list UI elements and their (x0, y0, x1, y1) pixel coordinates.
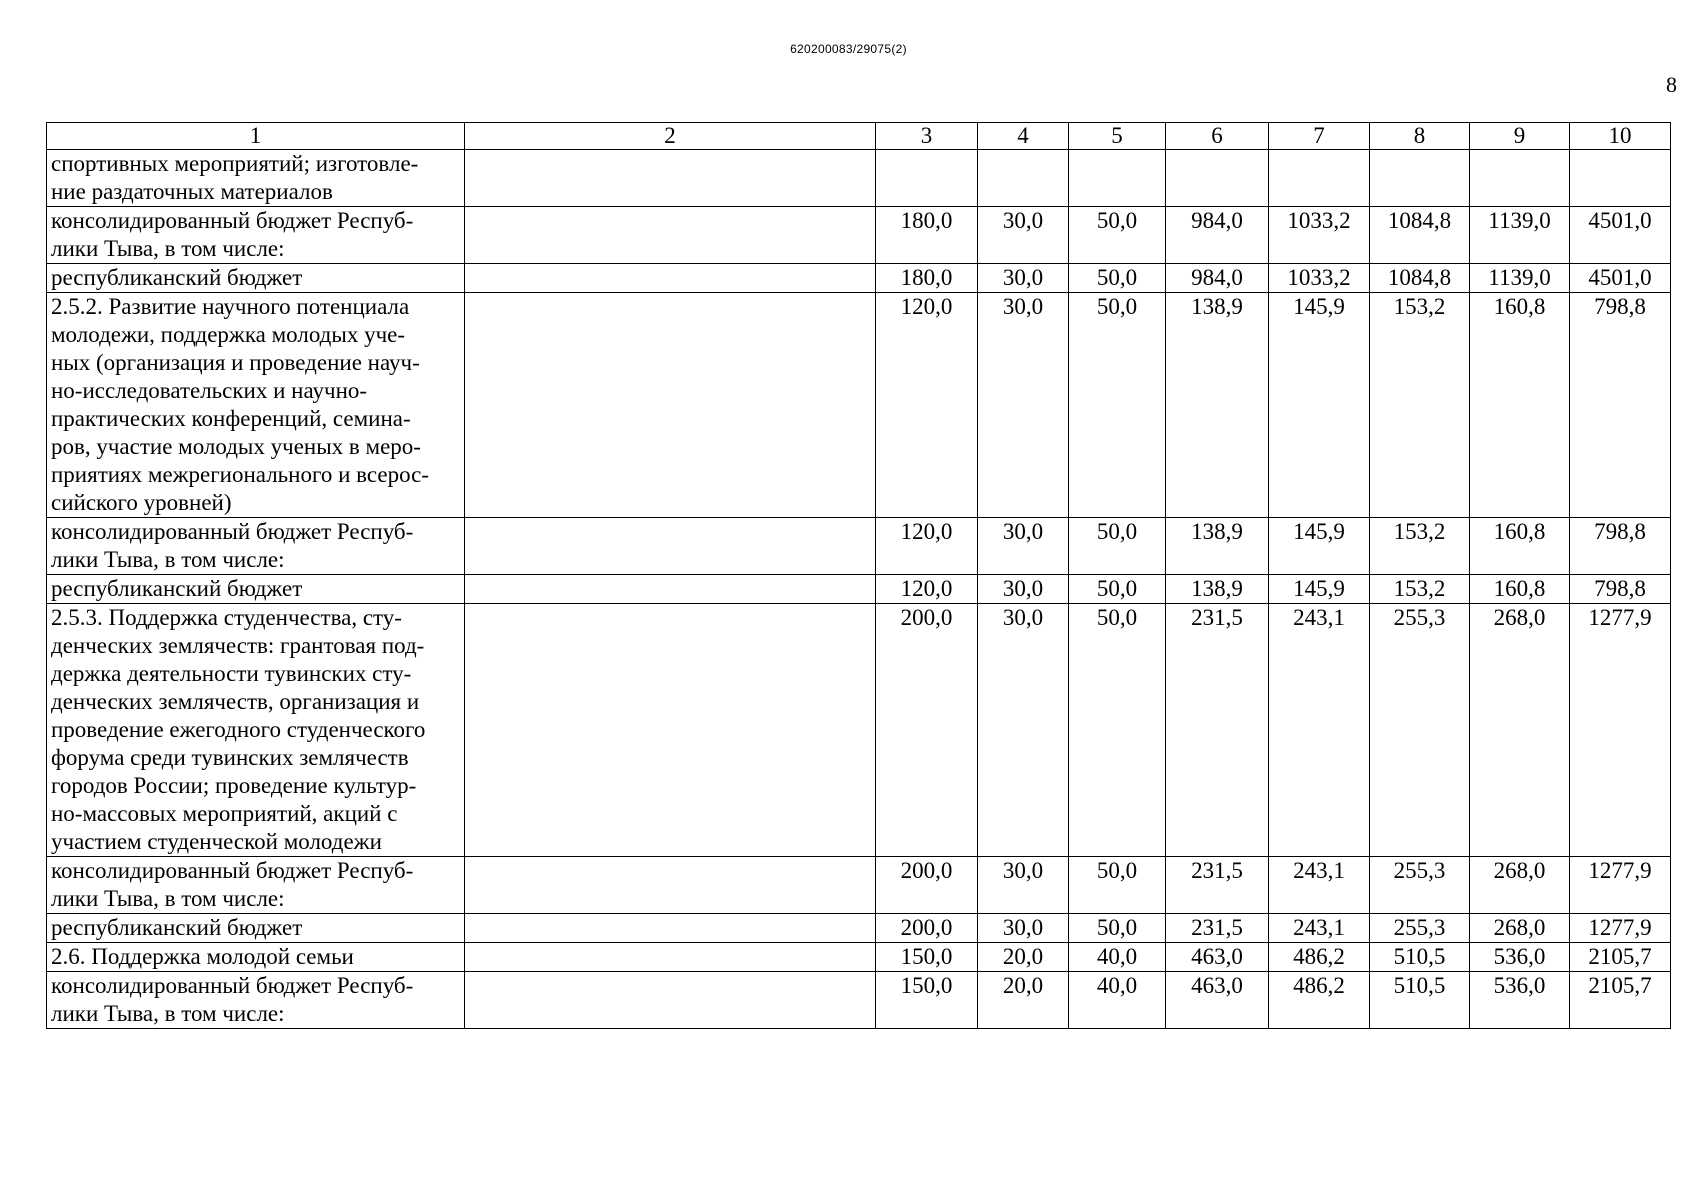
value-cell: 510,5 (1370, 972, 1470, 1029)
value-cell: 463,0 (1166, 943, 1269, 972)
table-row (47, 293, 1671, 518)
column-header: 5 (1069, 123, 1166, 150)
value-cell (1069, 150, 1166, 207)
value-cell: 1277,9 (1570, 914, 1671, 943)
row-label: консолидированный бюджет Респуб- лики Тыва, в том числе: (47, 518, 465, 575)
value-cell: 2105,7 (1570, 943, 1671, 972)
value-cell: 268,0 (1470, 914, 1570, 943)
value-cell: 255,3 (1370, 914, 1470, 943)
value-cell: 200,0 (876, 914, 978, 943)
row-label: спортивных мероприятий; изготовле- ние раздаточных материалов (47, 150, 465, 207)
value-cell: 120,0 (876, 293, 978, 518)
value-cell: 30,0 (978, 293, 1069, 518)
value-cell: 30,0 (978, 857, 1069, 914)
value-cell: 138,9 (1166, 575, 1269, 604)
value-cell: 30,0 (978, 518, 1069, 575)
value-cell: 536,0 (1470, 972, 1570, 1029)
row-label: 2.5.3. Поддержка студенчества, сту- денческих землячеств: грантовая под- держка деятельности тувинских сту- денческих землячеств, организация и проведение ежегодного студенческого форума среди тувинских землячеств городов России; проведение культур- но-массовых мероприятий, акций с участием студенческой молодежи (47, 604, 465, 857)
value-cell: 1033,2 (1269, 207, 1370, 264)
value-cell: 150,0 (876, 943, 978, 972)
value-cell: 1277,9 (1570, 857, 1671, 914)
value-cell: 160,8 (1470, 575, 1570, 604)
value-cell: 153,2 (1370, 575, 1470, 604)
row-label: 2.5.2. Развитие научного потенциала молодежи, поддержка молодых уче- ных (организация и проведение науч- но-исследовательских и научно- практических конференций, семина- ров, участие молодых ученых в меро- приятиях межрегионального и всерос- сийского уровней) (47, 293, 465, 518)
column-header: 10 (1570, 123, 1671, 150)
value-cell: 20,0 (978, 943, 1069, 972)
column-2-cell (465, 943, 876, 972)
value-cell: 1139,0 (1470, 264, 1570, 293)
value-cell: 30,0 (978, 914, 1069, 943)
column-header: 8 (1370, 123, 1470, 150)
value-cell: 40,0 (1069, 972, 1166, 1029)
value-cell: 120,0 (876, 518, 978, 575)
column-header: 1 (47, 123, 465, 150)
value-cell: 138,9 (1166, 518, 1269, 575)
value-cell: 180,0 (876, 207, 978, 264)
value-cell: 1033,2 (1269, 264, 1370, 293)
column-header: 2 (465, 123, 876, 150)
value-cell: 145,9 (1269, 518, 1370, 575)
row-label: 2.6. Поддержка молодой семьи (47, 943, 465, 972)
value-cell: 255,3 (1370, 604, 1470, 857)
value-cell: 984,0 (1166, 264, 1269, 293)
value-cell: 40,0 (1069, 943, 1166, 972)
column-header: 7 (1269, 123, 1370, 150)
value-cell: 268,0 (1470, 857, 1570, 914)
value-cell: 153,2 (1370, 293, 1470, 518)
value-cell: 798,8 (1570, 293, 1671, 518)
value-cell: 510,5 (1370, 943, 1470, 972)
value-cell: 180,0 (876, 264, 978, 293)
table-row (47, 575, 1671, 604)
column-header: 6 (1166, 123, 1269, 150)
value-cell: 160,8 (1470, 293, 1570, 518)
value-cell: 50,0 (1069, 914, 1166, 943)
column-header: 4 (978, 123, 1069, 150)
column-2-cell (465, 857, 876, 914)
value-cell (978, 150, 1069, 207)
value-cell: 231,5 (1166, 914, 1269, 943)
value-cell (876, 150, 978, 207)
value-cell: 120,0 (876, 575, 978, 604)
column-2-cell (465, 604, 876, 857)
value-cell: 463,0 (1166, 972, 1269, 1029)
table-row (47, 914, 1671, 943)
value-cell: 536,0 (1470, 943, 1570, 972)
value-cell: 50,0 (1069, 518, 1166, 575)
value-cell: 243,1 (1269, 914, 1370, 943)
value-cell: 50,0 (1069, 604, 1166, 857)
row-label: консолидированный бюджет Респуб- лики Тыва, в том числе: (47, 207, 465, 264)
page-number: 8 (1666, 72, 1677, 97)
value-cell: 145,9 (1269, 575, 1370, 604)
value-cell: 50,0 (1069, 575, 1166, 604)
row-label: республиканский бюджет (47, 264, 465, 293)
value-cell: 1139,0 (1470, 207, 1570, 264)
value-cell: 30,0 (978, 207, 1069, 264)
column-2-cell (465, 972, 876, 1029)
value-cell: 2105,7 (1570, 972, 1671, 1029)
row-label: консолидированный бюджет Респуб- лики Тыва, в том числе: (47, 972, 465, 1029)
value-cell: 243,1 (1269, 604, 1370, 857)
value-cell: 150,0 (876, 972, 978, 1029)
value-cell: 30,0 (978, 264, 1069, 293)
value-cell: 145,9 (1269, 293, 1370, 518)
value-cell: 231,5 (1166, 857, 1269, 914)
table-row (47, 604, 1671, 857)
value-cell (1570, 150, 1671, 207)
value-cell: 243,1 (1269, 857, 1370, 914)
value-cell: 30,0 (978, 575, 1069, 604)
value-cell: 1277,9 (1570, 604, 1671, 857)
value-cell: 138,9 (1166, 293, 1269, 518)
document-id: 620200083/29075(2) (790, 42, 907, 56)
value-cell: 160,8 (1470, 518, 1570, 575)
column-2-cell (465, 575, 876, 604)
column-2-cell (465, 264, 876, 293)
value-cell: 984,0 (1166, 207, 1269, 264)
column-2-cell (465, 207, 876, 264)
value-cell: 486,2 (1269, 972, 1370, 1029)
value-cell: 30,0 (978, 604, 1069, 857)
column-header: 9 (1470, 123, 1570, 150)
value-cell: 255,3 (1370, 857, 1470, 914)
column-2-cell (465, 293, 876, 518)
value-cell: 231,5 (1166, 604, 1269, 857)
column-2-cell (465, 914, 876, 943)
table-row (47, 518, 1671, 575)
value-cell: 20,0 (978, 972, 1069, 1029)
value-cell: 486,2 (1269, 943, 1370, 972)
value-cell: 4501,0 (1570, 207, 1671, 264)
value-cell: 50,0 (1069, 264, 1166, 293)
value-cell: 200,0 (876, 604, 978, 857)
table-row (47, 972, 1671, 1029)
value-cell: 798,8 (1570, 575, 1671, 604)
row-label: консолидированный бюджет Респуб- лики Тыва, в том числе: (47, 857, 465, 914)
value-cell (1370, 150, 1470, 207)
value-cell: 200,0 (876, 857, 978, 914)
column-2-cell (465, 518, 876, 575)
value-cell: 153,2 (1370, 518, 1470, 575)
column-header: 3 (876, 123, 978, 150)
table-row (47, 264, 1671, 293)
value-cell: 50,0 (1069, 207, 1166, 264)
budget-table (46, 122, 1671, 1029)
header-row (47, 123, 1671, 150)
row-label: республиканский бюджет (47, 575, 465, 604)
value-cell (1470, 150, 1570, 207)
row-label: республиканский бюджет (47, 914, 465, 943)
value-cell: 268,0 (1470, 604, 1570, 857)
value-cell: 50,0 (1069, 293, 1166, 518)
value-cell: 4501,0 (1570, 264, 1671, 293)
value-cell (1269, 150, 1370, 207)
value-cell: 798,8 (1570, 518, 1671, 575)
table-row (47, 150, 1671, 207)
column-2-cell (465, 150, 876, 207)
table-row (47, 857, 1671, 914)
table-row (47, 943, 1671, 972)
value-cell: 1084,8 (1370, 264, 1470, 293)
value-cell: 1084,8 (1370, 207, 1470, 264)
value-cell (1166, 150, 1269, 207)
value-cell: 50,0 (1069, 857, 1166, 914)
table-row (47, 207, 1671, 264)
